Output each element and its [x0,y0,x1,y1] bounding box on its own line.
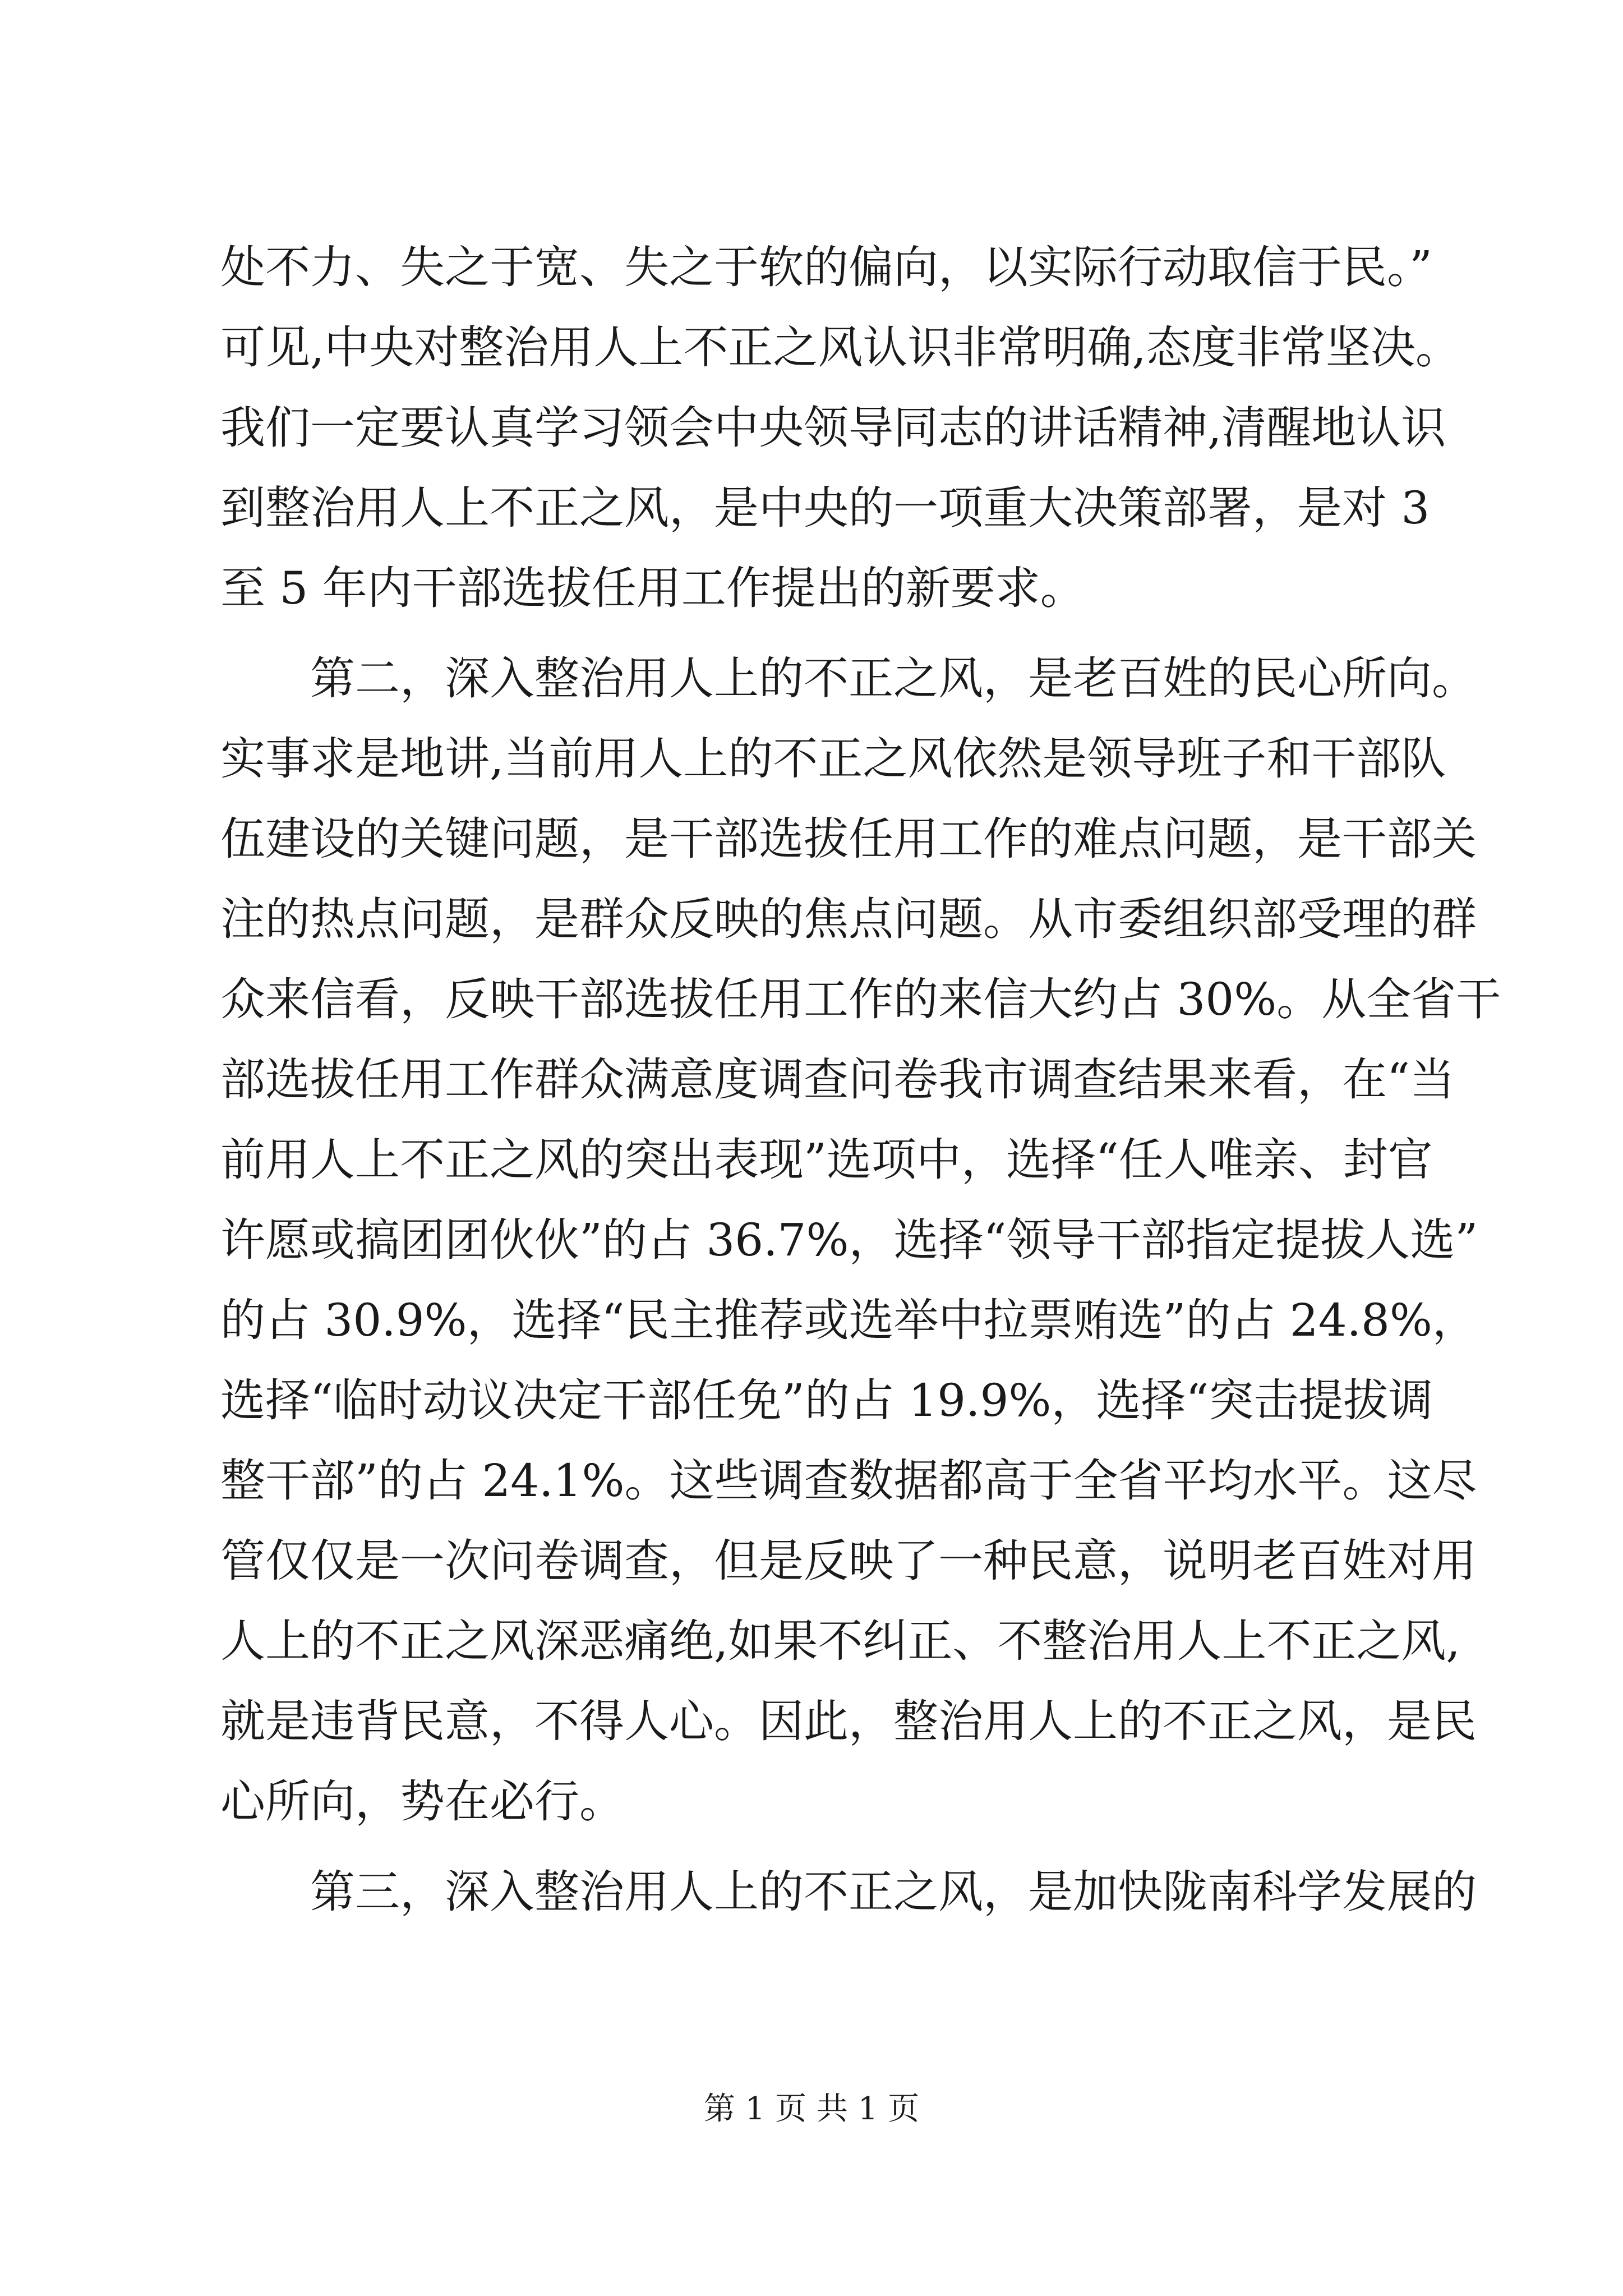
paragraph-start-line: 第三，深入整治用人上的不正之风，是加快陇南科学发展的 [310,1866,1477,1918]
text-line: 注的热点问题，是群众反映的焦点问题。从市委组织部受理的群 [220,893,1477,945]
page-footer [0,2090,1623,2129]
text-line: 许愿或搞团团伙伙”的占 36.7%，选择“领导干部指定提拔人选” [220,1214,1478,1266]
text-line: 处不力、失之于宽、失之于软的偏向，以实际行动取信于民。” [220,241,1432,293]
text-line: 至 5 年内干部选拔任用工作提出的新要求。 [220,562,1085,614]
text-line: 我们一定要认真学习领会中央领导同志的讲话精神,清醒地认识 [220,402,1446,454]
text-line: 部选拔任用工作群众满意度调查问卷我市调查结果来看，在“当 [220,1053,1455,1106]
text-line: 就是违背民意，不得人心。因此，整治用人上的不正之风，是民 [220,1695,1477,1747]
paragraph-start-line: 第二，深入整治用人上的不正之风，是老百姓的民心所向。 [310,652,1477,705]
text-line: 伍建设的关键问题，是干部选拔任用工作的难点问题，是干部关 [220,813,1477,865]
page-number-label: 第 1 页 共 1 页 [703,2091,920,2127]
text-line: 整干部”的占 24.1%。这些调查数据都高于全省平均水平。这尽 [220,1455,1477,1507]
text-line: 的占 30.9%，选择“民主推荐或选举中拉票贿选”的占 24.8%， [220,1294,1477,1346]
text-line: 可见,中央对整治用人上不正之风认识非常明确,态度非常坚决。 [220,321,1460,374]
text-line: 人上的不正之风深恶痛绝,如果不纠正、不整治用人上不正之风, [220,1615,1460,1667]
text-line: 众来信看，反映干部选拔任用工作的来信大约占 30%。从全省干 [220,973,1501,1025]
body-text [220,227,1501,1932]
text-line: 实事求是地讲,当前用人上的不正之风依然是领导班子和干部队 [220,733,1446,785]
text-line: 前用人上不正之风的突出表现”选项中，选择“任人唯亲、封官 [220,1134,1433,1186]
text-line: 选择“临时动议决定干部任免”的占 19.9%，选择“突击提拔调 [220,1374,1433,1427]
text-line: 心所向，势在必行。 [220,1775,624,1828]
text-line: 到整治用人上不正之风，是中央的一项重大决策部署，是对 3 [220,482,1430,534]
text-line: 管仅仅是一次问卷调查，但是反映了一种民意，说明老百姓对用 [220,1535,1477,1587]
